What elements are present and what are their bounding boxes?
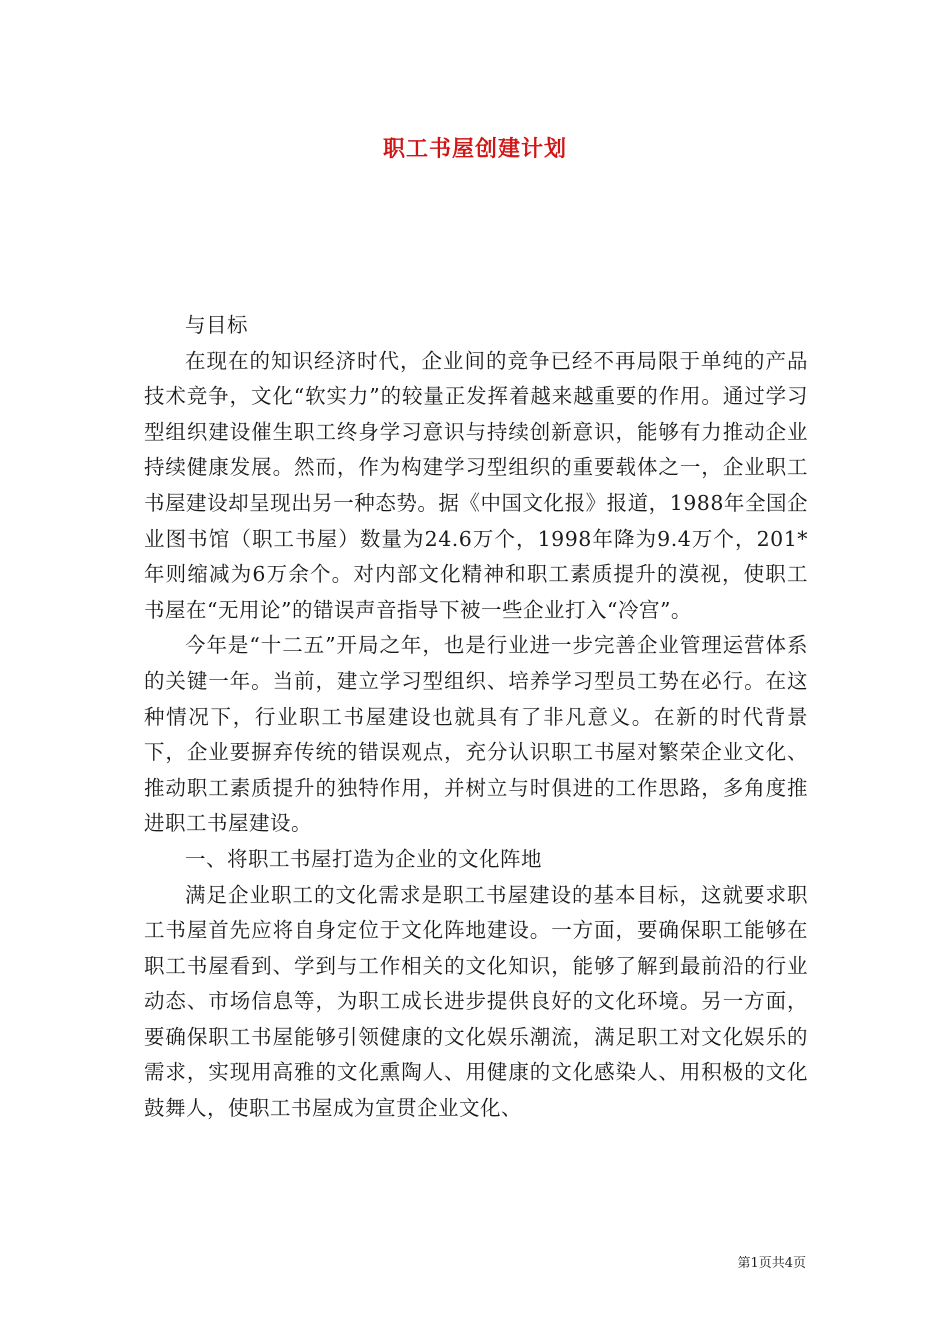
document-body bbox=[144, 308, 808, 1127]
paragraph-intro-fragment: 与目标 bbox=[185, 313, 248, 337]
section-heading-1: 一、将职工书屋打造为企业的文化阵地 bbox=[185, 846, 542, 871]
paragraph-background: 在现在的知识经济时代，企业间的竞争已经不再局限于单纯的产品技术竞争，文化“软实力”的较量正发挥着越来越重要的作用。通过学习型组织建设催生职工终身学习意识与持续创新意识，能够有力推动企业持续健康发展。然而，作为构建学习型组织的重要载体之一，企业职工书屋建设却呈现出另一种态势。据《中国文化报》报道，1988年全国企业图书馆（职工书屋）数量为24.6万个，1998年降为9.4万个，201*年则缩减为6万余个。对内部文化精神和职工素质提升的漠视，使职工书屋在“无用论”的错误声音指导下被一些企业打入“冷宫”。 bbox=[144, 348, 808, 622]
page-number-footer: 第1页共4页 bbox=[737, 1256, 806, 1271]
paragraph-twelfth-five-year: 今年是“十二五”开局之年，也是行业进一步完善企业管理运营体系的关键一年。当前，建立学习型组织、培养学习型员工势在必行。在这种情况下，行业职工书屋建设也就具有了非凡意义。在新的时代背景下，企业要摒弃传统的错误观点，充分认识职工书屋对繁荣企业文化、推动职工素质提升的独特作用，并树立与时俱进的工作思路，多角度推进职工书屋建设。 bbox=[144, 633, 808, 836]
paragraph-cultural-position: 满足企业职工的文化需求是职工书屋建设的基本目标，这就要求职工书屋首先应将自身定位于文化阵地建设。一方面，要确保职工能够在职工书屋看到、学到与工作相关的文化知识，能够了解到最前沿的行业动态、市场信息等，为职工成长进步提供良好的文化环境。另一方面，要确保职工书屋能够引领健康的文化娱乐潮流，满足职工对文化娱乐的需求，实现用高雅的文化熏陶人、用健康的文化感染人、用积极的文化鼓舞人，使职工书屋成为宣贯企业文化、 bbox=[144, 882, 808, 1121]
document-title: 职工书屋创建计划 bbox=[382, 136, 567, 162]
